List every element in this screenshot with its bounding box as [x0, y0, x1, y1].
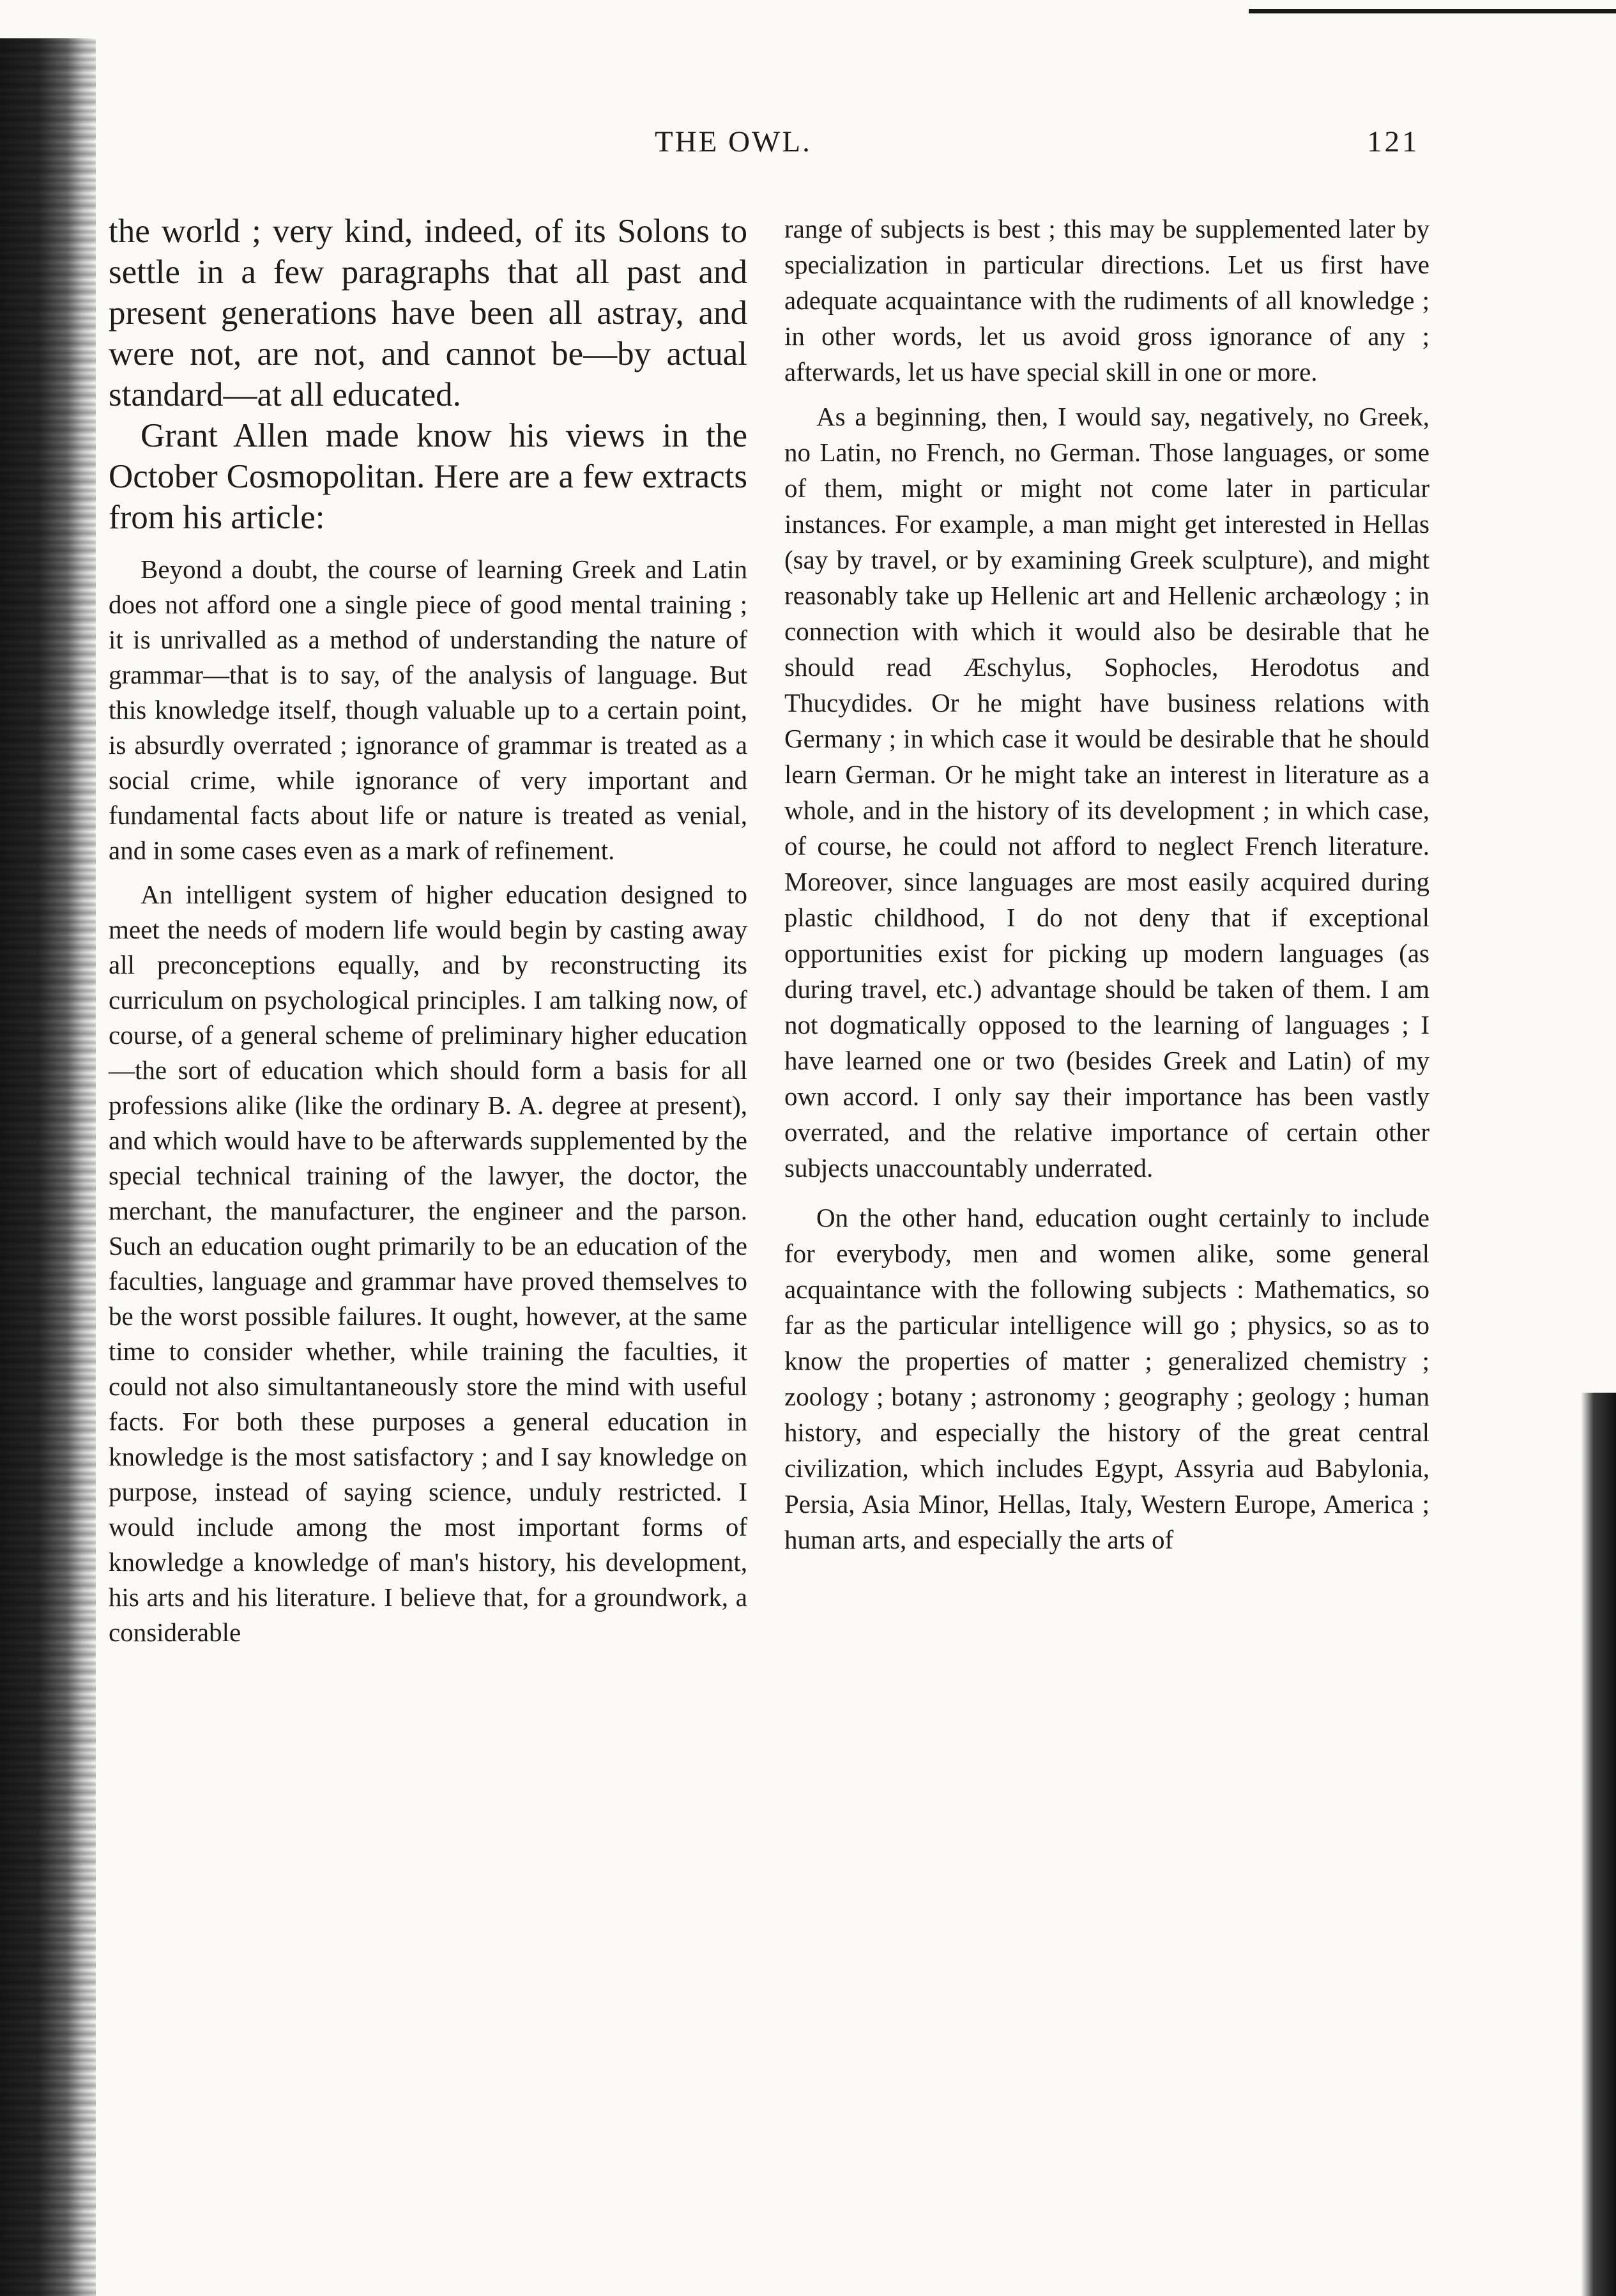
right-paragraph-3: On the other hand, education ought certainly to include for everybody, men and women alike, some general acquaintance with the following subjects : Mathematics, so far as the particular intelligence will go ; physics, so as to know the properties of matter ; generalized chemistry ; zoology ; botany ; astronomy ; geography ; geology ; human history, and especially the history of the great central civilization, which includes Egypt, Assyria aud Babylonia, Persia, Asia Minor, Hellas, Italy, Western Europe, America ; human arts, and especially the arts of: [784, 1203, 1429, 1554]
left-column: [109, 211, 747, 1650]
left-paragraph-1: the world ; very kind, indeed, of its Solons to settle in a few paragraphs that all past and present generations have been all astray, and were not, are not, and cannot be—by actual standard—at all educated.: [109, 213, 747, 413]
right-column: [784, 211, 1429, 1557]
running-head: [0, 125, 1616, 169]
journal-title: THE OWL.: [655, 125, 812, 158]
right-paragraph-1: range of subjects is best ; this may be supplemented later by specialization in particular directions. Let us first have adequate acquaintance with the rudiments of all knowledge ; in other words, let us avoid gross ignorance of any ; afterwards, let us have special skill in one or more.: [784, 214, 1429, 386]
quoted-paragraph-2: An intelligent system of higher education designed to meet the needs of modern life would begin by casting away all preconceptions equally, and by reconstructing its curriculum on psychological principles. I am talking now, of course, of a general scheme of preliminary higher education—the sort of education which should form a basis for all professions alike (like the ordinary B. A. degree at present), and which would have to be afterwards supplemented by the special technical training of the lawyer, the doctor, the merchant, the manufacturer, the engineer and the parson. Such an education ought primarily to be an education of the faculties, language and grammar have proved themselves to be the worst possible failures. It ought, however, at the same time to consider whether, while training the faculties, it could not also simultantaneously store the mind with useful facts. For both these purposes a general education in knowledge is the most satisfactory ; and I say knowledge on purpose, instead of saying science, unduly restricted. I would include among the most important forms of knowledge a knowledge of man's history, his development, his arts and his literature. I believe that, for a groundwork, a considerable: [109, 880, 747, 1647]
left-paragraph-2: Grant Allen made know his views in the October Cosmopolitan. Here are a few extracts from his article:: [109, 417, 747, 536]
scanned-page-right-edge: [1581, 1393, 1616, 2296]
top-rule: [1249, 9, 1616, 13]
right-paragraph-2: As a beginning, then, I would say, negatively, no Greek, no Latin, no French, no German. Those languages, or some of them, might or might not come later in particular instances. For example, a man might get interested in Hellas (say by travel, or by examining Greek sculpture), and might reasonably take up Hellenic art and Hellenic archæology ; in connection with which it would also be desirable that he should read Æschylus, Sophocles, Herodotus and Thucydides. Or he might have business relations with Germany ; in which case it would be desirable that he should learn German. Or he might take an interest in literature as a whole, and in the history of its development ; in which case, of course, he could not afford to neglect French literature. Moreover, since languages are most easily acquired during plastic childhood, I do not deny that if exceptional opportunities exist for picking up modern languages (as during travel, etc.) advantage should be taken of them. I am not dogmatically opposed to the learning of languages ; I have learned one or two (besides Greek and Latin) of my own accord. I only say their importance has been vastly overrated, and the relative importance of certain other subjects unaccountably underrated.: [784, 402, 1429, 1182]
scanned-page-left-edge: [0, 38, 96, 2296]
quoted-paragraph-1: Beyond a doubt, the course of learning Greek and Latin does not afford one a single piece of good mental training ; it is unrivalled as a method of understanding the nature of grammar—that is to say, of the analysis of language. But this knowledge itself, though valuable up to a certain point, is absurdly overrated ; ignorance of grammar is treated as a social crime, while ignorance of very important and fundamental facts about life or nature is treated as venial, and in some cases even as a mark of refinement.: [109, 555, 747, 865]
page-number: 121: [1367, 125, 1420, 158]
